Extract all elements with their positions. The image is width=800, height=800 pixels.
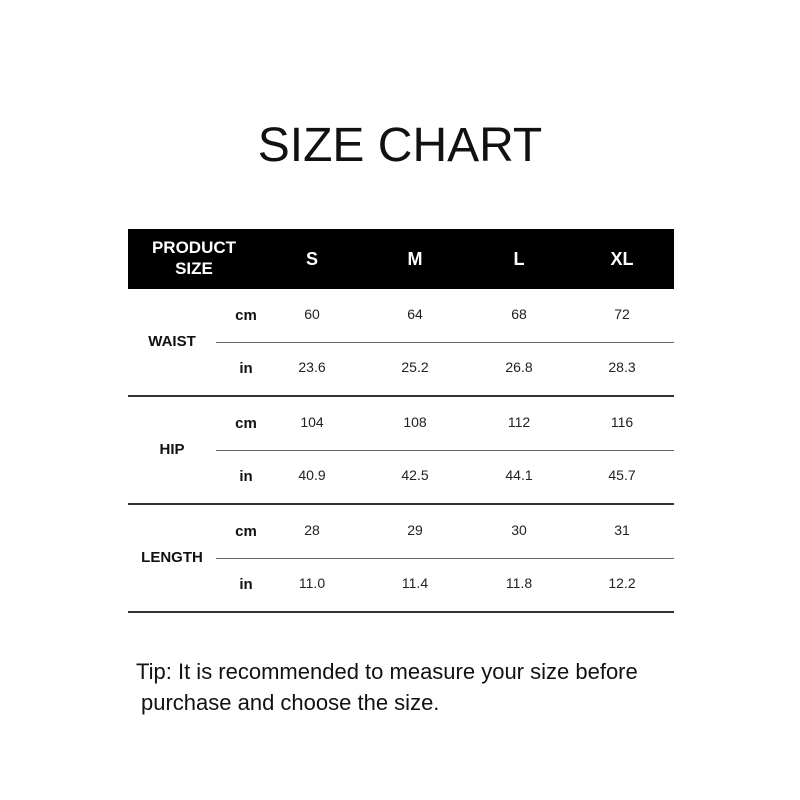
unit-label: in [239,576,253,593]
table-cell: 25.2 [401,359,429,375]
table-cell: 44.1 [505,467,533,483]
table-cell: 11.4 [401,575,429,591]
table-header [128,229,674,289]
product-size-label-line2: SIZE [175,259,213,278]
tip-text [136,656,736,718]
unit-label: cm [235,307,257,324]
tip-line-2: purchase and choose the size. [141,690,440,715]
table-cell: 72 [614,306,630,322]
table-row [128,397,674,450]
group-label: LENGTH [141,549,203,566]
group-label: HIP [159,441,185,458]
product-size-header [128,237,260,279]
table-cell: 64 [407,306,423,322]
page-title: SIZE CHART [257,119,543,172]
size-header-s: S [305,249,318,269]
measurement-group-waist [128,289,674,397]
table-cell: 26.8 [505,359,533,375]
unit-label: cm [235,415,257,432]
table-cell: 108 [403,414,427,430]
table-cell: 112 [507,414,531,430]
unit-label: in [239,468,253,485]
table-cell: 104 [300,414,324,430]
tip-line-1: Tip: It is recommended to measure your size before [136,659,638,684]
table-cell: 31 [614,522,630,538]
table-cell: 11.0 [298,575,326,591]
table-cell: 28.3 [608,359,636,375]
unit-label: cm [235,523,257,540]
size-header-m: M [407,249,423,269]
table-row [128,450,674,503]
measurement-group-length [128,505,674,613]
table-cell: 40.9 [298,467,326,483]
table-cell: 12.2 [608,575,636,591]
table-cell: 28 [304,522,320,538]
table-cell: 11.8 [505,575,533,591]
table-cell: 29 [407,522,423,538]
table-cell: 45.7 [608,467,636,483]
measurement-group-hip [128,397,674,505]
size-header-l: L [513,249,525,269]
table-row [128,505,674,558]
size-header-xl: XL [610,249,634,269]
unit-label: in [239,360,253,377]
table-row [128,558,674,611]
size-chart-table [128,229,674,613]
table-cell: 42.5 [401,467,429,483]
table-row [128,342,674,395]
table-cell: 30 [511,522,527,538]
product-size-label-line1: PRODUCT [151,238,237,257]
table-cell: 116 [610,414,634,430]
table-cell: 60 [304,306,320,322]
group-label: WAIST [148,333,196,350]
table-cell: 68 [511,306,527,322]
table-cell: 23.6 [298,359,326,375]
table-row [128,289,674,342]
